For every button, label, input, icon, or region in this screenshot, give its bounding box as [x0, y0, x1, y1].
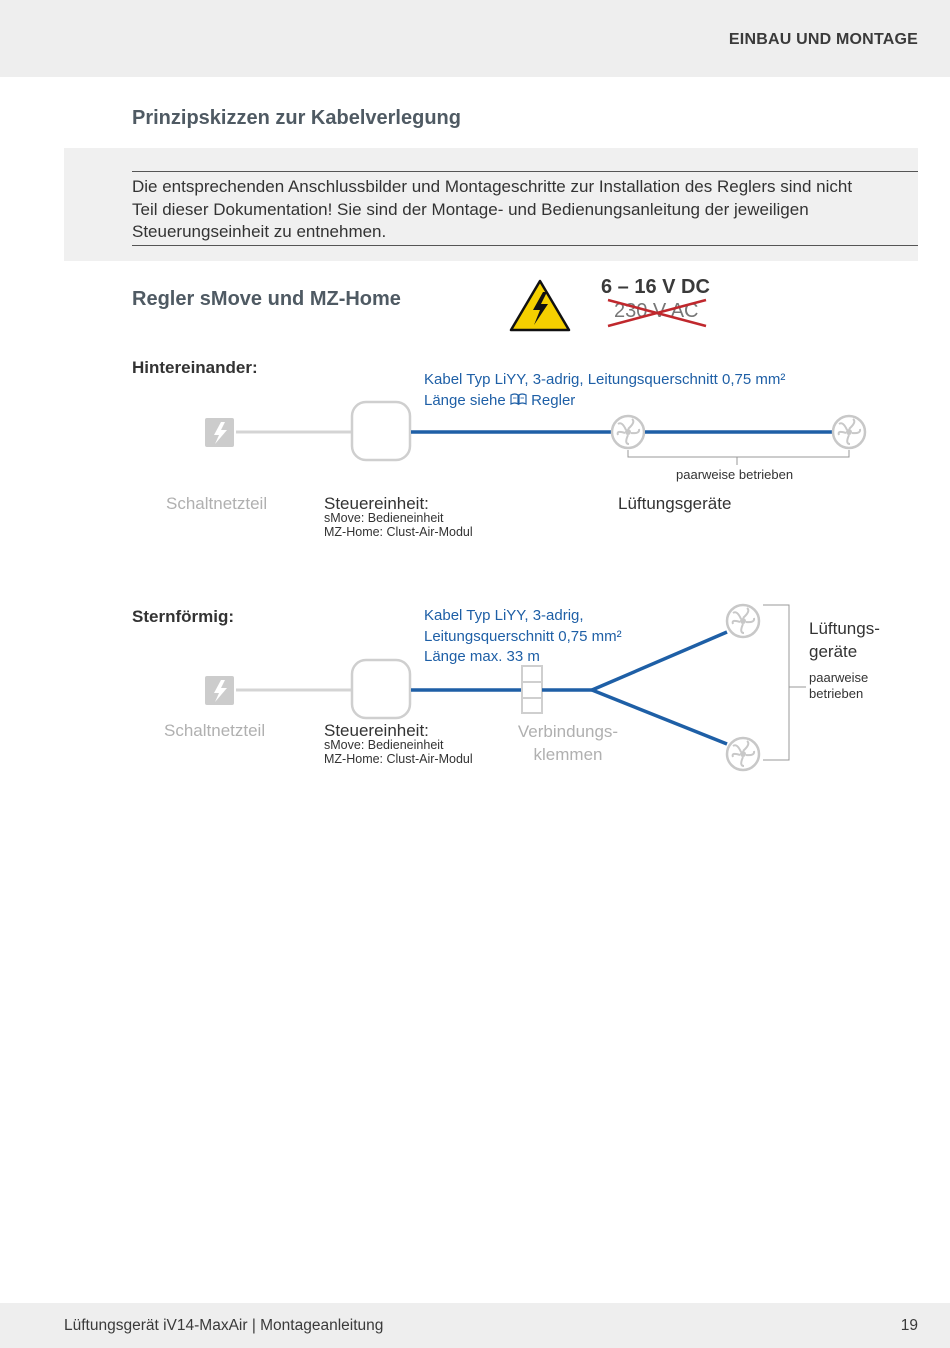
serial-control-sub-2: MZ-Home: Clust-Air-Modul — [324, 524, 473, 539]
serial-pair-label: paarweise betrieben — [676, 467, 794, 482]
page-heading: Prinzipskizzen zur Kabelverlegung — [132, 107, 461, 129]
voltage-correct: 6 – 16 V DC — [601, 276, 710, 298]
star-cable-line-2: Leitungsquerschnitt 0,75 mm² — [424, 627, 622, 645]
star-pair-line-2: betrieben — [809, 686, 864, 701]
serial-fan-icon-2 — [833, 416, 865, 448]
serial-control-subtext — [324, 512, 473, 539]
serial-power-supply-icon — [205, 418, 234, 447]
terminal-block-icon — [522, 666, 542, 713]
star-fan-icon-1 — [727, 605, 759, 637]
serial-cable-length-prefix: Länge siehe — [424, 391, 506, 409]
star-title: Sternförmig: — [132, 607, 234, 626]
serial-cable-length-suffix: Regler — [531, 391, 576, 409]
book-icon — [510, 393, 527, 406]
star-cable-label — [424, 606, 622, 668]
star-pair-label — [809, 670, 868, 702]
star-control-subtext — [324, 739, 473, 766]
footer-document-title: Lüftungsgerät iV14-MaxAir | Montageanleitung — [64, 1317, 384, 1334]
star-terminal-line-2: klemmen — [533, 744, 603, 764]
serial-pair-bracket — [628, 450, 849, 457]
star-cable-line-1: Kabel Typ LiYY, 3-adrig, — [424, 607, 584, 624]
serial-devices-label: Lüftungsgeräte — [618, 494, 732, 513]
serial-control-unit-box — [352, 402, 410, 460]
star-fan-icon-2 — [727, 738, 759, 770]
serial-cable-label — [424, 370, 785, 411]
serial-control-label: Steuereinheit: — [324, 494, 429, 513]
star-cable-line-3: Länge max. 33 m — [424, 648, 540, 665]
star-pair-line-1: paarweise — [809, 670, 869, 685]
star-devices-line-1: Lüftungs- — [809, 619, 880, 638]
star-power-label: Schaltnetzteil — [164, 721, 266, 740]
star-power-supply-icon — [205, 676, 234, 705]
star-control-sub-2: MZ-Home: Clust-Air-Modul — [324, 751, 473, 766]
star-terminal-line-1: Verbindungs- — [517, 722, 619, 741]
star-control-label: Steuereinheit: — [324, 721, 429, 740]
serial-title: Hintereinander: — [132, 358, 258, 377]
star-pair-bracket — [763, 605, 789, 760]
note-line-1: Die entsprechenden Anschlussbilder und Montageschritte zur Installation des Reglers sind nicht — [132, 177, 853, 196]
star-devices-label — [809, 618, 880, 663]
star-devices-line-2: geräte — [809, 641, 858, 661]
serial-power-label: Schaltnetzteil — [166, 494, 268, 513]
serial-fan-icon-1 — [612, 416, 644, 448]
serial-cable-line-1: Kabel Typ LiYY, 3-adrig, Leitungsquerschnitt 0,75 mm² — [424, 371, 786, 388]
crossed-out-mark — [606, 297, 710, 329]
star-terminal-label — [508, 721, 628, 766]
serial-cable-line-2 — [424, 391, 785, 412]
footer-page-number: 19 — [900, 1317, 918, 1334]
warning-icon — [511, 281, 569, 330]
voltage-crossed: 230 V AC — [614, 300, 699, 322]
subheading: Regler sMove und MZ-Home — [132, 288, 401, 310]
serial-control-sub-1: sMove: Bedieneinheit — [324, 511, 444, 525]
note-line-3: Steuerungseinheit zu entnehmen. — [132, 222, 387, 241]
note-line-2: Teil dieser Dokumentation! Sie sind der Montage- und Bedienungsanleitung der jeweiligen — [132, 199, 809, 219]
header-section-title: EINBAU UND MONTAGE — [728, 31, 918, 48]
star-control-sub-1: sMove: Bedieneinheit — [324, 738, 444, 752]
star-control-unit-box — [352, 660, 410, 718]
